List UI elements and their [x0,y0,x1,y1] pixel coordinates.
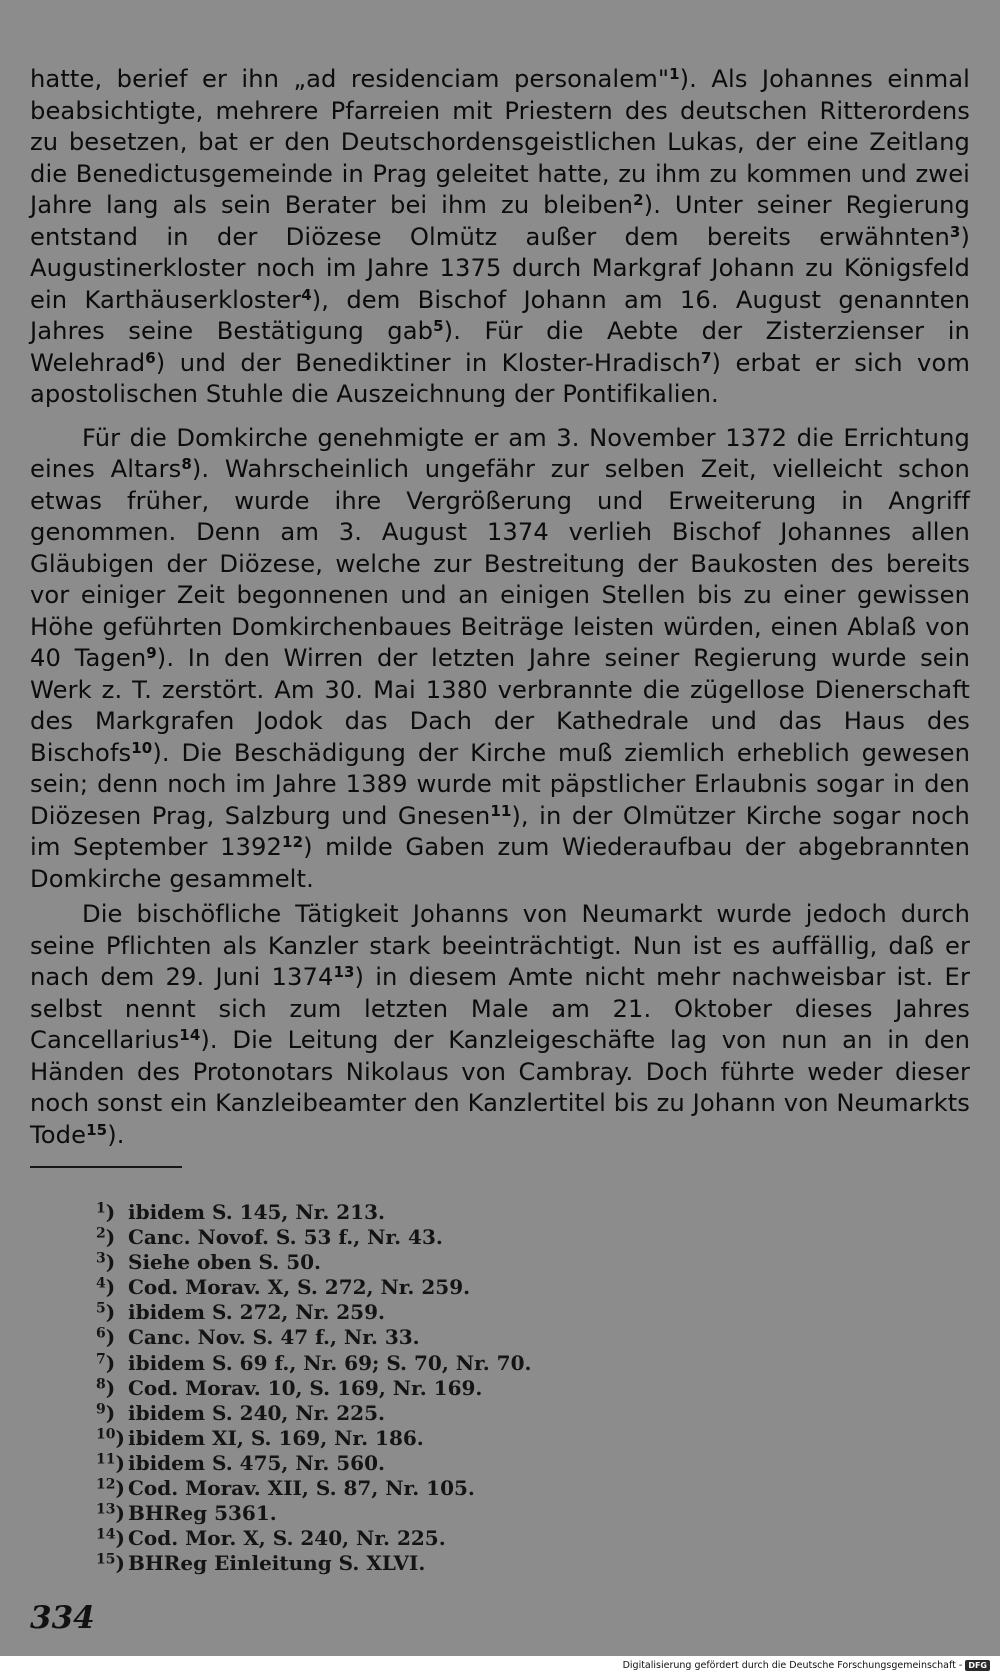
footnote-number-digit: 14 [96,1526,116,1543]
footnote-number: $^{14}$) [96,1526,125,1551]
footnote-number: $^1$) [96,1200,116,1224]
footnote-text: ibidem S. 69 f., Nr. 69; S. 70, Nr. 70. [128,1350,532,1375]
digitization-footer [623,1660,990,1671]
footnote-number: $^6$) [96,1325,116,1350]
paragraph-text: Die bischöfliche Tätigkeit Johanns von Neumarkt wurde jedoch durch seine Pflichten als Kanzler stark beeinträchtigt. Nun ist es auffällig, daß er nach dem 29. Juni 1374 [30,900,970,991]
paragraph-text: ). In den Wirren der letzten Jahre seiner Regierung wurde sein Werk z. T. zerstört. Am 30. Mai 1380 verbrannte die zügellose Dienerschaft des Markgrafen Jodok das Dach der Kathedrale und das Haus des Bischofs [30,644,971,767]
footnote-number-digit: 4 [96,1275,106,1292]
footnote [96,1426,531,1451]
footnotes [96,1200,531,1576]
footnote-marker: 2 [633,190,644,209]
footnote [96,1476,531,1501]
footnote-number-digit: 11 [96,1451,116,1468]
footnote-number: $^4$) [96,1275,116,1300]
footnote [96,1325,531,1350]
footnote-number-digit: 9 [96,1401,106,1418]
paragraph-text: ). Für die Aebte der Zisterzienser in Welehrad [30,317,970,377]
paragraph-text: ), in der Olmützer Kirche sogar noch im September 1392 [30,801,970,861]
footnote-text: Cod. Morav. 10, S. 169, Nr. 169. [128,1375,483,1400]
footnote-number-digit: 15 [96,1552,116,1569]
footnote-number-digit: 5 [96,1301,106,1318]
paragraph-text: ). Wahrscheinlich ungefähr zur selben Zeit, vielleicht schon etwas früher, wurde ihre Vergrößerung und Erweiterung in Angriff genommen. Denn am 3. August 1374 verlieh Bischof Johannes allen Gläubigen der Diözese, welche zur Bestreitung der Baukosten des bereits vor einiger Zeit begonnenen und an einigen Stellen bis zu einer gewissen Höhe geführten Domkirchenbaues Beiträge leisten würden, einen Ablaß von 40 Tagen [30,455,970,672]
footnote-text: Canc. Novof. S. 53 f., Nr. 43. [128,1225,443,1250]
footnote [96,1275,531,1300]
paragraph-text: ), dem Bischof Johann am 16. August genannten Jahres seine Bestätigung gab [30,285,970,345]
paragraph-text: ). Unter seiner Regierung entstand in der Diözese Olmütz außer dem bereits erwähnten [30,191,971,251]
footnote-number: $^{11}$) [96,1450,125,1475]
footnote-text: ibidem S. 272, Nr. 259. [128,1300,385,1325]
paragraph-text: ). Die Beschädigung der Kirche muß ziemlich erheblich gewesen sein; denn noch im Jahre 1389 wurde mit päpstlicher Erlaubnis sogar in den Diözesen Prag, Salzburg und Gnesen [30,738,970,830]
footnote [96,1551,531,1576]
paragraph-text: ) und der Benediktiner in Kloster-Hradisch [155,348,701,377]
footnote-number: $^{15}$) [96,1551,125,1576]
paragraph-text: ). Als Johannes einmal beabsichtigte, mehrere Pfarreien mit Priestern des deutschen Ritterordens zu besetzen, bat er den Deutschordensgeistlichen Lukas, der eine Zeitlang die Benedictusgemeinde in Prag geleitet hatte, zu ihm zu kommen und zwei Jahre lang als sein Berater bei ihm zu bleiben [30,65,970,219]
footnote [96,1225,531,1250]
footnote-number-digit: 2 [96,1225,106,1242]
footnote-text: Cod. Morav. X, S. 272, Nr. 259. [128,1275,471,1300]
footnote-marker: 4 [301,285,312,304]
footnote-marker: 6 [145,348,156,367]
page-number: 334 [30,1600,95,1636]
footnote-number-digit: 8 [96,1376,106,1393]
dfg-logo-icon: DFG [965,1660,990,1671]
footnote-text: ibidem XI, S. 169, Nr. 186. [128,1425,424,1450]
footnote-number-digit: 7 [96,1351,106,1368]
footnote-text: Siehe oben S. 50. [128,1250,321,1275]
footnote-text: Cod. Morav. XII, S. 87, Nr. 105. [128,1476,475,1501]
footnote-text: BHReg 5361. [128,1501,277,1526]
paragraph-text: ). [107,1120,125,1149]
footnote-number-digit: 1 [96,1200,106,1217]
footnote-number-digit: 10 [96,1426,116,1443]
footnote [96,1300,531,1325]
footnote-number: $^5$) [96,1300,116,1325]
paragraph [30,64,970,411]
footnote-marker: 7 [701,348,712,367]
paragraph [30,423,970,896]
main-text [30,64,970,1151]
footer-text: Digitalisierung gefördert durch die Deutsche Forschungsgemeinschaft - [622,1660,963,1671]
footnote [96,1401,531,1426]
footnote-number: $^8$) [96,1375,116,1400]
footnote [96,1526,531,1551]
footnote-separator [30,1166,182,1168]
footnote-marker: 9 [146,643,157,662]
footnote-number-digit: 3 [96,1250,106,1267]
paragraph-text: Für die Domkirche genehmigte er am 3. November 1372 die Errichtung eines Altars [30,423,970,483]
footnote-number: $^7$) [96,1350,116,1375]
footnote-marker: 10 [131,738,153,757]
footnote-marker: 1 [669,64,680,83]
footnote-number-digit: 6 [96,1326,106,1343]
footnote-text: ibidem S. 240, Nr. 225. [128,1400,385,1425]
footnote [96,1376,531,1401]
footnote-text: Cod. Mor. X, S. 240, Nr. 225. [128,1526,446,1551]
footnote-marker: 15 [86,1120,108,1139]
paragraph-text: ) in diesem Amte nicht mehr nachweisbar ist. Er selbst nennt sich zum letzten Male am 21. Oktober dieses Jahres Cancellarius [30,963,970,1054]
footnote-marker: 5 [433,316,444,335]
footnote-text: ibidem S. 145, Nr. 213. [128,1200,385,1224]
footnote-number: $^{12}$) [96,1476,125,1501]
footnote-text: ibidem S. 475, Nr. 560. [128,1450,385,1475]
footnote-number: $^9$) [96,1400,116,1425]
footnote-number: $^{13}$) [96,1501,125,1526]
footnote-marker: 11 [490,801,512,820]
paragraph-text: hatte, berief er ihn „ad residenciam personalem" [30,65,670,93]
footnote-marker: 12 [282,832,304,851]
footnote-marker: 8 [181,454,192,473]
footnote-text: Canc. Nov. S. 47 f., Nr. 33. [128,1325,420,1350]
footnote-number-digit: 12 [96,1476,116,1493]
footnote [96,1501,531,1526]
footnote-marker: 14 [179,1025,201,1044]
footnote [96,1200,531,1225]
footnote-number-digit: 13 [96,1501,116,1518]
footnote-number: $^2$) [96,1225,116,1250]
footnote [96,1351,531,1376]
footnote [96,1451,531,1476]
footnote-text: BHReg Einleitung S. XLVI. [128,1551,426,1576]
footnote-number: $^3$) [96,1250,116,1275]
footnote [96,1250,531,1275]
footnote-marker: 3 [949,222,961,241]
footnote-number: $^{10}$) [96,1425,125,1450]
paragraph-text: ) milde Gaben zum Wiederaufbau der abgebrannten Domkirche gesammelt. [30,833,970,893]
paragraph [30,899,970,1151]
paragraph-text: ) erbat er sich vom apostolischen Stuhle die Auszeichnung der Pontifikalien. [30,348,971,408]
paragraph-text: ). Die Leitung der Kanzleigeschäfte lag von nun an in den Händen des Protonotars Nikolaus von Cambray. Doch führte weder dieser noch sonst ein Kanzleibeamter den Kanzlertitel bis zu Johann von Neumarkts Tode [30,1026,970,1149]
footnote-marker: 13 [333,962,355,981]
paragraph-text: ) Augustinerkloster noch im Jahre 1375 durch Markgraf Johann zu Königsfeld ein Karthäuserkloster [30,222,970,314]
